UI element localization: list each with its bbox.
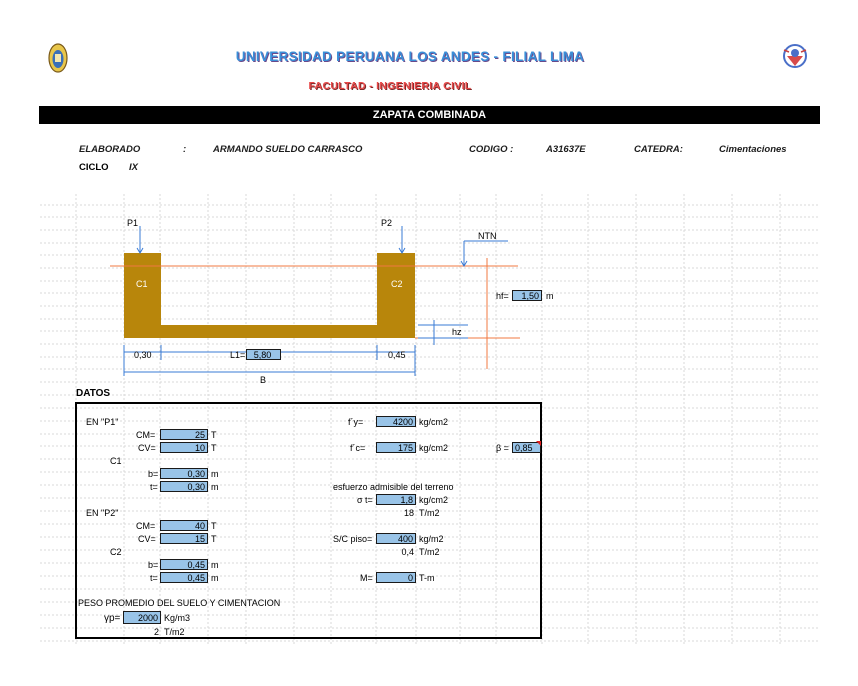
m-unit: T-m [419, 573, 435, 583]
t1-label: t= [150, 482, 158, 492]
p2-section-label: EN "P2" [86, 508, 119, 518]
cm1-label: CM= [136, 430, 156, 440]
ciclo-value: IX [129, 162, 138, 173]
cm2-unit: T [211, 521, 217, 531]
fy-unit: kg/cm2 [419, 417, 449, 427]
b2-label: b= [148, 560, 159, 570]
gamma-input[interactable]: 2000 [123, 611, 161, 624]
b1-input[interactable]: 0,30 [160, 468, 208, 479]
left-dimension: 0,30 [134, 350, 152, 360]
cm1-unit: T [211, 430, 217, 440]
t1-unit: m [211, 482, 219, 492]
sc-unit: kg/m2 [419, 534, 444, 544]
hf-unit: m [546, 291, 554, 301]
university-title: UNIVERSIDAD PERUANA LOS ANDES - FILIAL LIMA [235, 49, 585, 64]
cv1-input[interactable]: 10 [160, 442, 208, 453]
cv2-unit: T [211, 534, 217, 544]
faculty-title: FACULTAD - INGENIERIA CIVIL [308, 80, 472, 92]
gamma-label: γp= [104, 613, 121, 624]
b2-input[interactable]: 0,45 [160, 559, 208, 570]
c1-section-label: C1 [110, 456, 122, 466]
esfuerzo-label: esfuerzo admisible del terreno [333, 482, 454, 492]
p1-label: P1 [127, 218, 139, 228]
cm2-label: CM= [136, 521, 156, 531]
l1-input[interactable]: 5,80 [246, 349, 281, 360]
gamma2-value: 2 [153, 627, 159, 637]
b1-unit: m [211, 469, 219, 479]
p1-section-label: EN "P1" [86, 417, 119, 427]
m-input[interactable]: 0 [376, 572, 416, 583]
codigo-value: A31637E [546, 144, 586, 155]
gamma2-unit: T/m2 [164, 627, 185, 637]
sc-label: S/C piso= [333, 534, 373, 544]
b1-label: b= [148, 469, 159, 479]
beta-input[interactable]: 0,85 [512, 442, 541, 453]
l1-label: L1= [230, 350, 246, 360]
cm2-input[interactable]: 40 [160, 520, 208, 531]
fc-label: f´c= [350, 443, 366, 453]
elaborado-label: ELABORADO [79, 144, 141, 155]
comment-marker-icon [536, 441, 541, 446]
sigma2-unit: T/m2 [419, 508, 440, 518]
gamma-unit: Kg/m3 [164, 613, 191, 623]
sc-input[interactable]: 400 [376, 533, 416, 544]
cv2-label: CV= [138, 534, 156, 544]
beta-label: β = [496, 443, 509, 453]
cv2-input[interactable]: 15 [160, 533, 208, 544]
c2-section-label: C2 [110, 547, 122, 557]
b2-unit: m [211, 560, 219, 570]
t2-input[interactable]: 0,45 [160, 572, 208, 583]
c1-label: C1 [136, 279, 148, 289]
m-label: M= [360, 573, 373, 583]
fy-input[interactable]: 4200 [376, 416, 416, 427]
b-label: B [260, 375, 267, 385]
elaborado-colon: : [183, 144, 187, 155]
hz-label: hz [452, 327, 462, 337]
cm1-input[interactable]: 25 [160, 429, 208, 440]
right-dimension: 0,45 [388, 350, 406, 360]
fc-input[interactable]: 175 [376, 442, 416, 453]
sigma2-value: 18 [403, 508, 414, 518]
t1-input[interactable]: 0,30 [160, 481, 208, 492]
sc2-unit: T/m2 [419, 547, 440, 557]
catedra-label: CATEDRA: [634, 144, 683, 155]
hf-input[interactable]: 1,50 [512, 290, 542, 301]
fc-unit: kg/cm2 [419, 443, 449, 453]
fy-label: f´y= [348, 417, 364, 427]
hf-label: hf= [496, 291, 509, 301]
t2-label: t= [150, 573, 158, 583]
datos-title: DATOS [76, 388, 111, 399]
ciclo-label: CICLO [79, 162, 109, 173]
sheet-title-bar: ZAPATA COMBINADA [39, 106, 820, 124]
codigo-label: CODIGO : [469, 144, 514, 155]
sc2-value: 0,4 [401, 547, 414, 557]
author-name: ARMANDO SUELDO CARRASCO [213, 144, 363, 155]
cv1-unit: T [211, 443, 217, 453]
sigma-unit: kg/cm2 [419, 495, 449, 505]
cv1-label: CV= [138, 443, 156, 453]
catedra-value: Cimentaciones [719, 144, 787, 155]
sigma-label: σ t= [357, 495, 373, 505]
p2-label: P2 [381, 218, 393, 228]
t2-unit: m [211, 573, 219, 583]
sigma-input[interactable]: 1,8 [376, 494, 416, 505]
c2-label: C2 [391, 279, 403, 289]
peso-label: PESO PROMEDIO DEL SUELO Y CIMENTACION [78, 598, 281, 608]
ntn-label: NTN [478, 231, 497, 241]
